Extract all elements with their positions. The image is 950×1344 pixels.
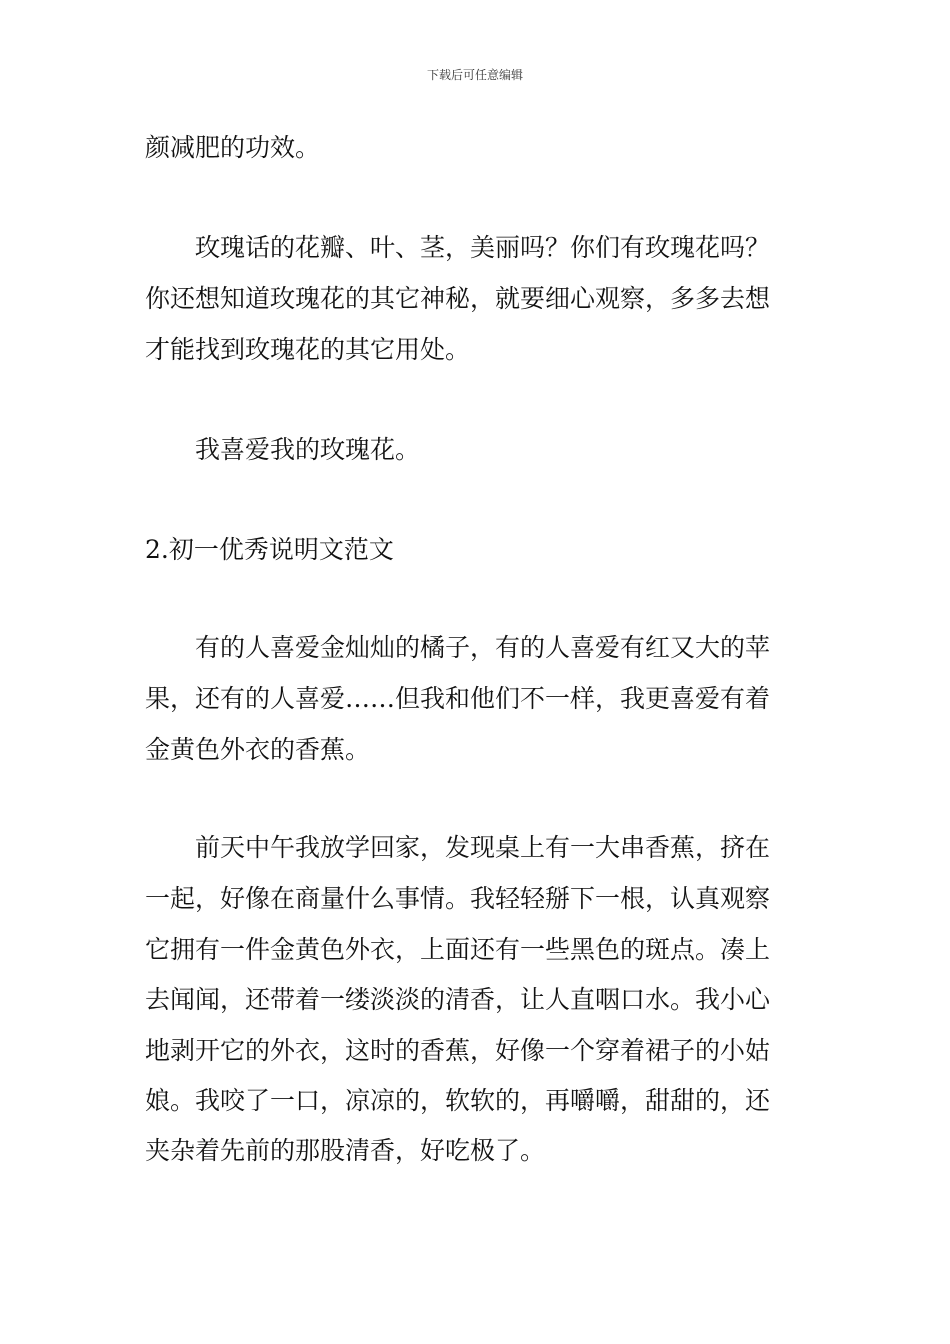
text-line: 它拥有一件金黄色外衣，上面还有一些黑色的斑点。凑上	[145, 935, 771, 964]
text-line: 你还想知道玫瑰花的其它神秘，就要细心观察，多多去想	[145, 284, 771, 313]
text-line: 才能找到玫瑰花的其它用处。	[145, 335, 471, 364]
text-line: 有的人喜爱金灿灿的橘子，有的人喜爱有红又大的苹	[145, 633, 771, 662]
text-line: 颜减肥的功效。	[145, 133, 321, 162]
text-line: 娘。我咬了一口，凉凉的，软软的，再嚼嚼，甜甜的，还	[145, 1086, 771, 1115]
text-line: 夹杂着先前的那股清香，好吃极了。	[145, 1136, 546, 1165]
page-header: 下载后可任意编辑	[426, 68, 523, 82]
text-line: 金黄色外衣的香蕉。	[145, 735, 371, 764]
text-line: 我喜爱我的玫瑰花。	[145, 435, 421, 464]
text-line: 前天中午我放学回家，发现桌上有一大串香蕉，挤在	[145, 833, 771, 862]
text-line: 果，还有的人喜爱……但我和他们不一样，我更喜爱有着	[145, 684, 771, 713]
text-line: 玫瑰话的花瓣、叶、茎，美丽吗？你们有玫瑰花吗？	[145, 233, 771, 262]
section-heading: 2.初一优秀说明文范文	[145, 535, 394, 564]
text-line: 一起，好像在商量什么事情。我轻轻掰下一根，认真观察	[145, 884, 771, 913]
text-line: 去闻闻，还带着一缕淡淡的清香，让人直咽口水。我小心	[145, 985, 771, 1014]
text-line: 地剥开它的外衣，这时的香蕉，好像一个穿着裙子的小姑	[145, 1036, 771, 1065]
